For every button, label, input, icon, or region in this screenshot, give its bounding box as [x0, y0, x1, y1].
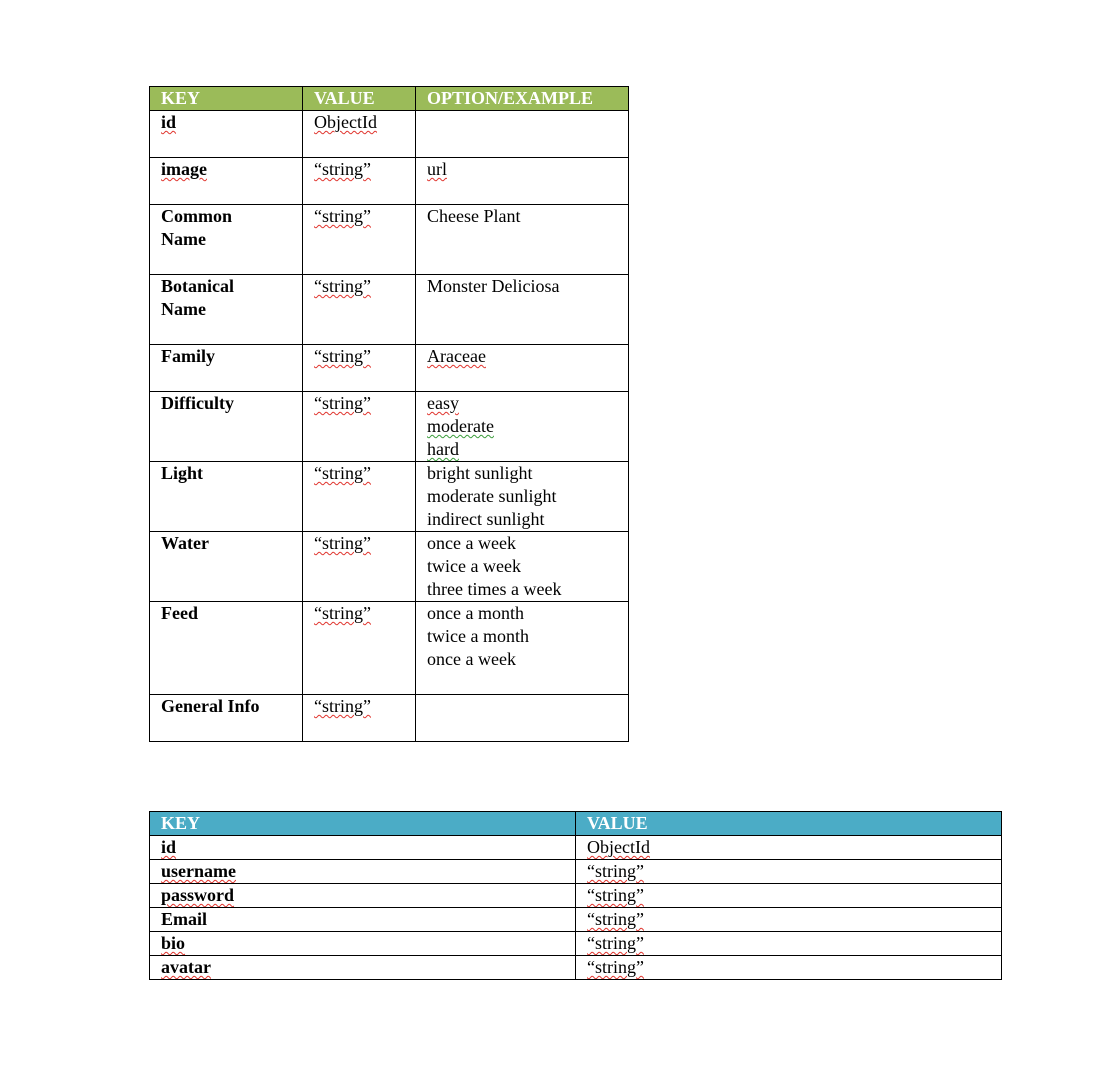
table-header-row [150, 812, 1002, 836]
row-value: ObjectId [587, 837, 650, 857]
row-options [416, 532, 629, 602]
row-options [416, 205, 629, 275]
row-value: ObjectId [314, 112, 377, 132]
row-key: Difficulty [150, 392, 303, 462]
table-row [150, 860, 1002, 884]
row-value: “string” [587, 933, 644, 953]
row-value: “string” [314, 206, 371, 226]
option-item: Monster Deliciosa [427, 276, 560, 296]
table-row [150, 275, 629, 345]
row-value: “string” [314, 276, 371, 296]
row-value: “string” [314, 463, 371, 483]
option-item: Cheese Plant [427, 206, 521, 226]
row-key: Light [150, 462, 303, 532]
row-key: id [161, 837, 177, 857]
table-row [150, 111, 629, 158]
option-item: twice a week [427, 556, 521, 576]
option-item: bright sunlight [427, 463, 533, 483]
row-key: Family [150, 345, 303, 392]
option-item: once a week [427, 533, 516, 553]
header-key: KEY [150, 812, 576, 836]
option-item: hard [427, 439, 459, 459]
row-key: password [161, 885, 235, 905]
row-value: “string” [587, 957, 644, 977]
table-header-row [150, 87, 629, 111]
row-value: “string” [314, 603, 371, 623]
row-key: Water [150, 532, 303, 602]
row-options [416, 392, 629, 462]
row-options [416, 602, 629, 695]
option-item: moderate sunlight [427, 486, 557, 506]
row-key: id [161, 112, 177, 132]
row-key: username [161, 861, 236, 881]
row-key: General Info [150, 695, 303, 742]
option-item: indirect sunlight [427, 509, 545, 529]
row-options [416, 275, 629, 345]
table-row [150, 836, 1002, 860]
row-value: “string” [587, 885, 644, 905]
row-key: Common Name [150, 205, 303, 275]
option-item: twice a month [427, 626, 529, 646]
row-options [416, 695, 629, 742]
option-item: three times a week [427, 579, 562, 599]
row-key: Botanical Name [150, 275, 303, 345]
table-row [150, 884, 1002, 908]
row-key: bio [161, 933, 186, 953]
row-options [416, 345, 629, 392]
table-row [150, 908, 1002, 932]
row-key: image [161, 159, 207, 179]
header-key: KEY [150, 87, 303, 111]
row-key: avatar [161, 957, 211, 977]
row-value: “string” [314, 393, 371, 413]
row-options [416, 158, 629, 205]
row-value: “string” [314, 159, 371, 179]
table-row [150, 695, 629, 742]
row-value: “string” [314, 533, 371, 553]
row-key: Feed [150, 602, 303, 695]
row-options [416, 462, 629, 532]
table-row [150, 345, 629, 392]
option-item: url [427, 159, 447, 179]
option-item: moderate [427, 416, 494, 436]
row-value: “string” [314, 696, 371, 716]
option-item: easy [427, 393, 459, 413]
row-key: Email [161, 909, 208, 929]
table-row [150, 158, 629, 205]
row-value: “string” [587, 861, 644, 881]
option-item: once a month [427, 603, 524, 623]
row-options [416, 111, 629, 158]
header-option-example: OPTION/EXAMPLE [416, 87, 629, 111]
table-row [150, 532, 629, 602]
table-row [150, 932, 1002, 956]
option-item: once a week [427, 649, 516, 669]
row-value: “string” [314, 346, 371, 366]
table-row [150, 205, 629, 275]
header-value: VALUE [576, 812, 1002, 836]
plant-schema-table [149, 86, 629, 742]
table-row [150, 602, 629, 695]
header-value: VALUE [303, 87, 416, 111]
table-row [150, 956, 1002, 980]
row-value: “string” [587, 909, 644, 929]
option-item: Araceae [427, 346, 486, 366]
user-schema-table [149, 811, 1002, 980]
table-row [150, 462, 629, 532]
table-row [150, 392, 629, 462]
